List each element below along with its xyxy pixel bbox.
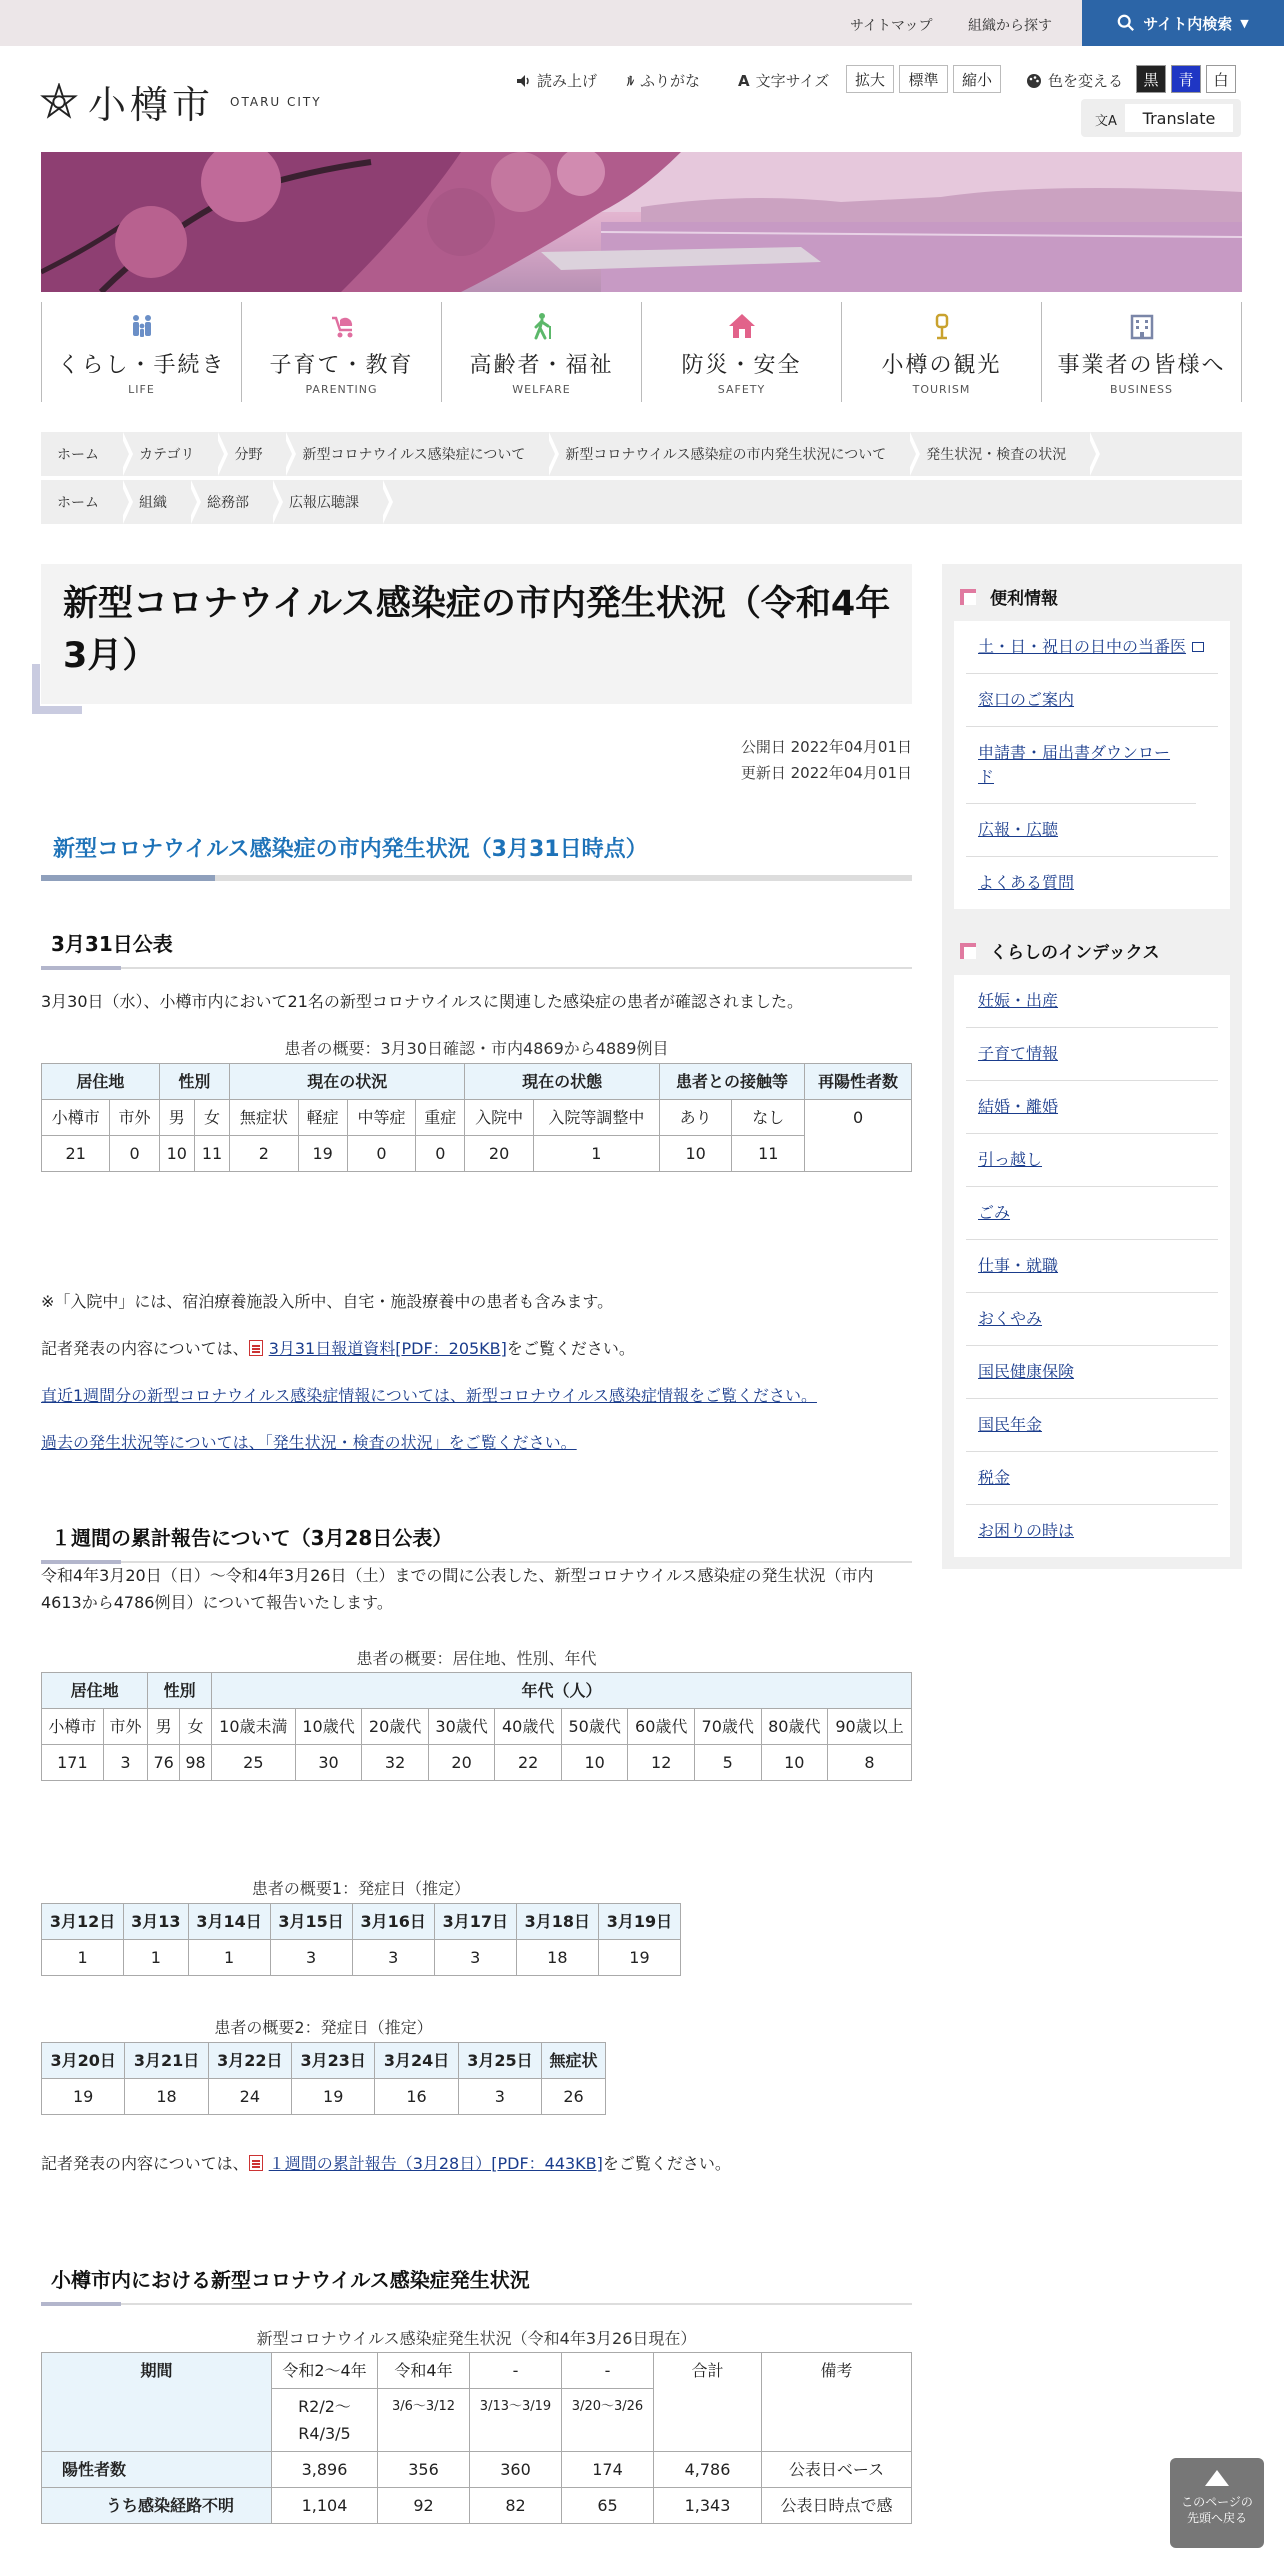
speaker-icon bbox=[515, 73, 531, 89]
sidebar-list-item bbox=[966, 727, 1196, 804]
press-release-post: をご覧ください。 bbox=[506, 1339, 635, 1358]
table-cell: 2 bbox=[230, 1136, 298, 1172]
table-cell: 30 bbox=[295, 1745, 362, 1781]
subheading-text: 小樽市内における新型コロナウイルス感染症発生状況 bbox=[51, 2268, 530, 2292]
col-header: 居住地 bbox=[42, 1673, 148, 1709]
breadcrumb-item[interactable]: 組織 bbox=[123, 480, 191, 524]
subheading-otaru-status bbox=[41, 2264, 912, 2305]
font-size-icon: A bbox=[738, 71, 750, 90]
font-size-large-button[interactable]: 拡大 bbox=[846, 65, 894, 93]
sub-header: 10歳未満 bbox=[211, 1709, 295, 1745]
sidebar-list-item bbox=[966, 1187, 1218, 1240]
press-release-pdf-link[interactable]: 3月31日報道資料[PDF：205KB] bbox=[268, 1339, 507, 1358]
gnav-label-life: くらし・手続き bbox=[57, 353, 226, 378]
table-cell: 8 bbox=[828, 1745, 912, 1781]
site-search-label: サイト内検索 bbox=[1143, 14, 1233, 33]
col-header: 3月22日 bbox=[208, 2043, 291, 2079]
section-heading-current bbox=[41, 832, 912, 881]
subheading-weekly bbox=[41, 1522, 912, 1563]
table-cell: 19 bbox=[598, 1940, 680, 1976]
subheading-text: 3月31日公表 bbox=[51, 932, 173, 956]
table-cell: 24 bbox=[208, 2079, 291, 2115]
table-caption: 新型コロナウイルス感染症発生状況（令和4年3月26日現在） bbox=[256, 2329, 697, 2348]
furigana-button[interactable] bbox=[627, 70, 700, 91]
weekly-report-post: をご覧ください。 bbox=[602, 2154, 731, 2173]
sidebar-heading bbox=[954, 578, 1230, 621]
table-cell: 356 bbox=[378, 2452, 470, 2488]
table-cell: 3 bbox=[103, 1745, 147, 1781]
sub-header: 入院中 bbox=[465, 1100, 533, 1136]
gnav-label-parenting: 子育て・教育 bbox=[269, 353, 414, 378]
table-cell: 10 bbox=[159, 1136, 194, 1172]
furigana-icon: ﾙ bbox=[627, 73, 634, 90]
sidebar-list bbox=[954, 975, 1230, 1557]
press-release-pre: 記者発表の内容については、 bbox=[41, 1339, 249, 1358]
table-cell: 12 bbox=[628, 1745, 695, 1781]
sidebar-link[interactable]: お困りの時は bbox=[978, 1521, 1075, 1540]
color-white-button[interactable]: 白 bbox=[1206, 65, 1236, 93]
weekly-info-link[interactable]: 直近1週間分の新型コロナウイルス感染症情報については、新型コロナウイルス感染症情報をご覧ください。 bbox=[41, 1386, 817, 1405]
heading-underline bbox=[41, 875, 912, 881]
table-cell: 65 bbox=[562, 2488, 654, 2524]
read-aloud-button[interactable] bbox=[515, 70, 597, 91]
gnav-item-welfare[interactable] bbox=[442, 302, 642, 402]
subheading-march31 bbox=[41, 928, 912, 969]
gnav-label-safety: 防災・安全 bbox=[681, 353, 802, 378]
note-header: 備考 bbox=[762, 2353, 912, 2452]
table-cell: 18 bbox=[125, 2079, 208, 2115]
table-cell: 98 bbox=[180, 1745, 212, 1781]
sidebar-link[interactable]: 子育て情報 bbox=[978, 1044, 1059, 1063]
table-cell: 公表日時点で感 bbox=[762, 2488, 912, 2524]
harbor-cherry-blossom-illustration bbox=[41, 152, 1242, 292]
col-header: 3月20日 bbox=[42, 2043, 125, 2079]
sidebar-list-item bbox=[966, 1028, 1218, 1081]
sidebar-list-item bbox=[966, 621, 1218, 674]
breadcrumb-item[interactable]: 広報広聴課 bbox=[273, 480, 383, 524]
col-header: 再陽性者数 bbox=[805, 1064, 912, 1100]
breadcrumb-item[interactable]: ホーム bbox=[41, 480, 123, 524]
weekly-report-line bbox=[41, 2150, 912, 2177]
site-search-button[interactable] bbox=[1082, 0, 1284, 46]
stroller-icon bbox=[328, 312, 356, 340]
gnav-label-tourism: 小樽の観光 bbox=[881, 353, 1002, 378]
table-cell: 19 bbox=[292, 2079, 375, 2115]
sidebar-list-item bbox=[966, 1134, 1218, 1187]
breadcrumb-item[interactable]: ホーム bbox=[41, 432, 123, 476]
table-cell: 82 bbox=[470, 2488, 562, 2524]
table-cell: 20 bbox=[428, 1745, 495, 1781]
sidebar-list-item bbox=[966, 674, 1218, 727]
table-cell: 1 bbox=[124, 1940, 188, 1976]
table-cell: 5 bbox=[694, 1745, 761, 1781]
title-corner-decoration bbox=[32, 664, 82, 714]
col-header: 3月21日 bbox=[125, 2043, 208, 2079]
sidebar-link[interactable]: 土・日・祝日の日中の当番医 bbox=[978, 637, 1187, 656]
otaru-cumulative-table bbox=[41, 2352, 912, 2524]
font-size-label-group bbox=[738, 70, 829, 91]
arrow-up-icon bbox=[1205, 2470, 1229, 2486]
period-header: 令和2〜4年 bbox=[272, 2353, 378, 2389]
sidebar-list-item bbox=[966, 857, 1218, 909]
logo-text-jp: 小樽市 bbox=[88, 83, 215, 127]
table-cell: 0 bbox=[110, 1136, 159, 1172]
table-cell: 1 bbox=[533, 1136, 659, 1172]
sidebar-link[interactable]: 国民年金 bbox=[978, 1415, 1043, 1434]
col-header: 現在の状態 bbox=[465, 1064, 659, 1100]
sidebar-heading bbox=[954, 932, 1230, 975]
table-cell: 22 bbox=[495, 1745, 562, 1781]
gnav-sub-welfare: WELFARE bbox=[512, 383, 571, 396]
breadcrumb-item[interactable]: 発生状況・検査の状況 bbox=[910, 432, 1090, 476]
gnav-sub-tourism: TOURISM bbox=[912, 383, 971, 396]
sidebar-link[interactable]: 窓口のご案内 bbox=[978, 690, 1075, 709]
sub-header: 70歳代 bbox=[694, 1709, 761, 1745]
table-caption: 患者の概要：居住地、性別、年代 bbox=[356, 1649, 597, 1668]
sub-header: 無症状 bbox=[230, 1100, 298, 1136]
period-range: 3/13〜3/19 bbox=[470, 2389, 562, 2452]
gnav-item-life[interactable] bbox=[42, 302, 242, 402]
table-cell: 26 bbox=[542, 2079, 606, 2115]
gnav-label-business: 事業者の皆様へ bbox=[1057, 353, 1226, 378]
sub-header: 10歳代 bbox=[295, 1709, 362, 1745]
sub-header: 50歳代 bbox=[561, 1709, 628, 1745]
sidebar-list-item bbox=[966, 804, 1218, 857]
table-cell: 1 bbox=[188, 1940, 270, 1976]
sidebar-link[interactable]: よくある質問 bbox=[978, 873, 1075, 892]
gnav-item-parenting[interactable] bbox=[242, 302, 442, 402]
sub-header: 40歳代 bbox=[495, 1709, 562, 1745]
row-label-unknown-route: うち感染経路不明 bbox=[42, 2488, 272, 2524]
table-cell: 公表日ベース bbox=[762, 2452, 912, 2488]
col-header: 3月17日 bbox=[434, 1904, 516, 1940]
period-header: 令和4年 bbox=[378, 2353, 470, 2389]
col-header: 3月14日 bbox=[188, 1904, 270, 1940]
subheading-underline bbox=[41, 967, 912, 969]
external-link-icon bbox=[1192, 642, 1204, 652]
sidebar-link[interactable]: 申請書・届出書ダウンロード bbox=[978, 743, 1171, 786]
gnav-item-tourism[interactable] bbox=[842, 302, 1042, 402]
sidebar-list-item bbox=[966, 1081, 1218, 1134]
table-cell: 20 bbox=[465, 1136, 533, 1172]
table-cell: 10 bbox=[561, 1745, 628, 1781]
period-header: - bbox=[562, 2353, 654, 2389]
sub-header: 小樽市 bbox=[42, 1709, 104, 1745]
table-cell: 0 bbox=[347, 1136, 415, 1172]
color-change-label-group bbox=[1026, 70, 1123, 91]
table-cell: 360 bbox=[470, 2452, 562, 2488]
period-range: 3/20〜3/26 bbox=[562, 2389, 654, 2452]
col-header: 無症状 bbox=[542, 2043, 606, 2079]
gnav-item-business[interactable] bbox=[1042, 302, 1242, 402]
table-cell: 19 bbox=[42, 2079, 125, 2115]
walking-person-icon bbox=[528, 312, 556, 340]
gnav-sub-safety: SAFETY bbox=[717, 383, 766, 396]
table-cell: 3 bbox=[270, 1940, 352, 1976]
col-header: 現在の状況 bbox=[230, 1064, 465, 1100]
sidebar-link[interactable]: 税金 bbox=[978, 1468, 1011, 1487]
table-cell: 32 bbox=[362, 1745, 429, 1781]
font-size-small-button[interactable]: 縮小 bbox=[953, 65, 1001, 93]
sidebar-list-item bbox=[966, 1452, 1218, 1505]
sub-header: なし bbox=[732, 1100, 805, 1136]
table-cell: 1,104 bbox=[272, 2488, 378, 2524]
sub-header: 20歳代 bbox=[362, 1709, 429, 1745]
table-cell: 0 bbox=[416, 1136, 465, 1172]
sub-header: 小樽市 bbox=[42, 1100, 110, 1136]
table-cell: 174 bbox=[562, 2452, 654, 2488]
sub-header: 入院等調整中 bbox=[533, 1100, 659, 1136]
gnav-label-welfare: 高齢者・福祉 bbox=[469, 353, 614, 378]
table-cell: 4,786 bbox=[654, 2452, 762, 2488]
lamp-icon bbox=[928, 312, 956, 340]
house-icon bbox=[728, 312, 756, 340]
table-cell: 11 bbox=[194, 1136, 229, 1172]
city-emblem-icon bbox=[40, 83, 78, 121]
col-header: 3月16日 bbox=[352, 1904, 434, 1940]
weekly-report-pre: 記者発表の内容については、 bbox=[41, 2154, 249, 2173]
sidebar-link[interactable]: 国民健康保険 bbox=[978, 1362, 1075, 1381]
sub-header: 80歳代 bbox=[761, 1709, 828, 1745]
breadcrumb-organization bbox=[41, 480, 1242, 524]
col-header: 3月13 bbox=[124, 1904, 188, 1940]
col-header: 3月23日 bbox=[292, 2043, 375, 2079]
table-cell: 18 bbox=[516, 1940, 598, 1976]
sub-header: 男 bbox=[148, 1709, 180, 1745]
back-to-top-button[interactable] bbox=[1170, 2458, 1264, 2548]
square-bullet-icon bbox=[960, 943, 976, 959]
sidebar-link[interactable]: 仕事・就職 bbox=[978, 1256, 1059, 1275]
table-cell: 21 bbox=[42, 1136, 110, 1172]
table-caption: 患者の概要1：発症日（推定） bbox=[251, 1879, 471, 1898]
table-caption: 患者の概要：3月30日確認・市内4869から4889例目 bbox=[284, 1039, 669, 1058]
table-cell: 1 bbox=[42, 1940, 124, 1976]
subheading-underline bbox=[41, 2303, 912, 2305]
palette-icon bbox=[1026, 73, 1042, 89]
past-status-link[interactable]: 過去の発生状況等については、「発生状況・検査の状況」をご覧ください。 bbox=[41, 1433, 577, 1452]
color-change-label: 色を変える bbox=[1048, 72, 1124, 90]
translate-icon: 文A bbox=[1095, 114, 1117, 129]
table-cell: 16 bbox=[375, 2079, 458, 2115]
col-header: 患者との接触等 bbox=[659, 1064, 804, 1100]
period-header: - bbox=[470, 2353, 562, 2389]
table-cell: 1,343 bbox=[654, 2488, 762, 2524]
sub-header: 中等症 bbox=[347, 1100, 415, 1136]
repositive-count: 0 bbox=[805, 1100, 912, 1172]
col-header: 3月19日 bbox=[598, 1904, 680, 1940]
building-icon bbox=[1128, 312, 1156, 340]
sub-header: 男 bbox=[159, 1100, 194, 1136]
sub-header: あり bbox=[659, 1100, 732, 1136]
furigana-label: ふりがな bbox=[640, 72, 701, 90]
sub-header: 軽症 bbox=[298, 1100, 347, 1136]
sub-header: 女 bbox=[194, 1100, 229, 1136]
table-cell: 76 bbox=[148, 1745, 180, 1781]
col-header: 3月12日 bbox=[42, 1904, 124, 1940]
col-header: 性別 bbox=[159, 1064, 229, 1100]
sub-header: 市外 bbox=[103, 1709, 147, 1745]
top-utility-bar bbox=[0, 0, 1284, 46]
sidebar-link[interactable]: おくやみ bbox=[978, 1309, 1043, 1328]
col-header: 性別 bbox=[148, 1673, 212, 1709]
period-range: 3/6〜3/12 bbox=[378, 2389, 470, 2452]
font-size-label: 文字サイズ bbox=[755, 72, 830, 90]
breadcrumb-item[interactable]: 分野 bbox=[218, 432, 286, 476]
table-caption: 患者の概要2：発症日（推定） bbox=[214, 2018, 433, 2037]
sub-header: 90歳以上 bbox=[828, 1709, 912, 1745]
table-cell: 3 bbox=[434, 1940, 516, 1976]
family-icon bbox=[128, 312, 156, 340]
col-header: 3月25日 bbox=[458, 2043, 541, 2079]
breadcrumb-item[interactable]: 総務部 bbox=[191, 480, 273, 524]
page-title-box bbox=[41, 564, 912, 704]
sub-header: 女 bbox=[180, 1709, 212, 1745]
press-release-line bbox=[41, 1335, 912, 1362]
table-cell: 11 bbox=[732, 1136, 805, 1172]
subheading-text: １週間の累計報告について（3月28日公表） bbox=[51, 1526, 453, 1550]
gnav-item-safety[interactable] bbox=[642, 302, 842, 402]
link-line-2 bbox=[41, 1429, 912, 1456]
caret-down-icon: ▼ bbox=[1240, 16, 1249, 30]
square-bullet-icon bbox=[960, 589, 976, 605]
sidebar-useful-info bbox=[942, 564, 1242, 921]
sub-header: 60歳代 bbox=[628, 1709, 695, 1745]
row-label-positive: 陽性者数 bbox=[42, 2452, 272, 2488]
sidebar-heading-text: くらしのインデックス bbox=[990, 943, 1160, 963]
breadcrumb-item[interactable]: カテゴリ bbox=[123, 432, 218, 476]
font-size-normal-button[interactable]: 標準 bbox=[899, 65, 948, 93]
hospital-note: ※「入院中」には、宿泊療養施設入所中、自宅・施設療養中の患者も含みます。 bbox=[41, 1292, 614, 1311]
logo-text-en: OTARU CITY bbox=[230, 94, 322, 109]
patient-summary-table bbox=[41, 1063, 912, 1172]
published-date: 公開日 2022年04月01日 bbox=[740, 738, 912, 756]
col-header: 3月15日 bbox=[270, 1904, 352, 1940]
search-icon bbox=[1117, 14, 1135, 32]
table-cell: 19 bbox=[298, 1136, 347, 1172]
onset-date-table-2 bbox=[41, 2042, 606, 2115]
table-cell: 3 bbox=[352, 1940, 434, 1976]
page-dates bbox=[741, 734, 912, 786]
breadcrumb-item[interactable]: 新型コロナウイルス感染症について bbox=[286, 432, 549, 476]
breadcrumb-category bbox=[41, 432, 1242, 476]
table-cell: 10 bbox=[659, 1136, 732, 1172]
col-header: 年代（人） bbox=[211, 1673, 911, 1709]
sidebar-link[interactable]: ごみ bbox=[978, 1203, 1011, 1222]
sidebar-list-item bbox=[966, 975, 1218, 1028]
pdf-icon bbox=[249, 2155, 263, 2171]
table-cell: 3 bbox=[458, 2079, 541, 2115]
gnav-sub-business: BUSINESS bbox=[1110, 383, 1173, 396]
weekly-report-pdf-link[interactable]: １週間の累計報告（3月28日）[PDF：443KB] bbox=[268, 2154, 603, 2173]
section-heading-text: 新型コロナウイルス感染症の市内発生状況（3月31日時点） bbox=[53, 837, 648, 862]
weekly-intro-text: 令和4年3月20日（日）～令和4年3月26日（土）までの間に公表した、新型コロナウイルス感染症の発生状況（市内4613から4786例目）について報告いたします。 bbox=[41, 1566, 874, 1612]
sub-header: 市外 bbox=[110, 1100, 159, 1136]
table-cell: 92 bbox=[378, 2488, 470, 2524]
translate-widget[interactable] bbox=[1081, 99, 1241, 137]
total-header: 合計 bbox=[654, 2353, 762, 2452]
table-cell: 3,896 bbox=[272, 2452, 378, 2488]
sidebar-list-item bbox=[966, 1505, 1218, 1557]
sidebar-list-item bbox=[966, 1240, 1218, 1293]
weekly-age-table bbox=[41, 1672, 912, 1781]
back-to-top-line1: このページの bbox=[1181, 2495, 1253, 2509]
org-search-link[interactable]: 組織から探す bbox=[968, 18, 1052, 34]
sidebar-list-item bbox=[966, 1346, 1218, 1399]
sidebar-link[interactable]: 結婚・離婚 bbox=[978, 1097, 1059, 1116]
sub-header: 30歳代 bbox=[428, 1709, 495, 1745]
intro-text: 3月30日（水）、小樽市内において21名の新型コロナウイルスに関連した感染症の患者が確認されました。 bbox=[41, 992, 803, 1011]
sidebar-link[interactable]: 妊娠・出産 bbox=[978, 991, 1059, 1010]
pdf-icon bbox=[249, 1340, 263, 1356]
sidebar-list bbox=[954, 621, 1230, 909]
color-black-button[interactable]: 黒 bbox=[1136, 65, 1166, 93]
gnav-sub-parenting: PARENTING bbox=[305, 383, 378, 396]
sitemap-link[interactable]: サイトマップ bbox=[850, 18, 933, 34]
read-aloud-label: 読み上げ bbox=[537, 72, 598, 90]
sidebar-life-index bbox=[942, 918, 1242, 1569]
sidebar-list-item bbox=[966, 1399, 1218, 1452]
col-header: 居住地 bbox=[42, 1064, 160, 1100]
col-header: 3月18日 bbox=[516, 1904, 598, 1940]
sidebar-heading-text: 便利情報 bbox=[990, 589, 1058, 609]
link-line-1 bbox=[41, 1382, 912, 1409]
onset-date-table-1 bbox=[41, 1903, 681, 1976]
global-navigation bbox=[41, 302, 1242, 402]
sidebar-list-item bbox=[966, 1293, 1218, 1346]
table-cell: 171 bbox=[42, 1745, 104, 1781]
col-header: 3月24日 bbox=[375, 2043, 458, 2079]
translate-button[interactable]: Translate bbox=[1125, 104, 1233, 132]
table-cell: 25 bbox=[211, 1745, 295, 1781]
breadcrumb-item[interactable]: 新型コロナウイルス感染症の市内発生状況について bbox=[549, 432, 910, 476]
sidebar-link[interactable]: 引っ越し bbox=[978, 1150, 1043, 1169]
updated-date: 更新日 2022年04月01日 bbox=[740, 764, 912, 782]
page-title: 新型コロナウイルス感染症の市内発生状況（令和4年3月） bbox=[63, 584, 891, 676]
table-cell: 10 bbox=[761, 1745, 828, 1781]
sub-header: 重症 bbox=[416, 1100, 465, 1136]
gnav-sub-life: LIFE bbox=[128, 383, 155, 396]
period-range: R2/2〜R4/3/5 bbox=[272, 2389, 378, 2452]
color-blue-button[interactable]: 青 bbox=[1171, 65, 1201, 93]
back-to-top-line2: 先頭へ戻る bbox=[1186, 2511, 1247, 2525]
site-logo[interactable] bbox=[40, 74, 322, 129]
col-header: 期間 bbox=[42, 2353, 272, 2452]
hero-banner-image bbox=[41, 152, 1242, 292]
sidebar-link[interactable]: 広報・広聴 bbox=[978, 820, 1059, 839]
